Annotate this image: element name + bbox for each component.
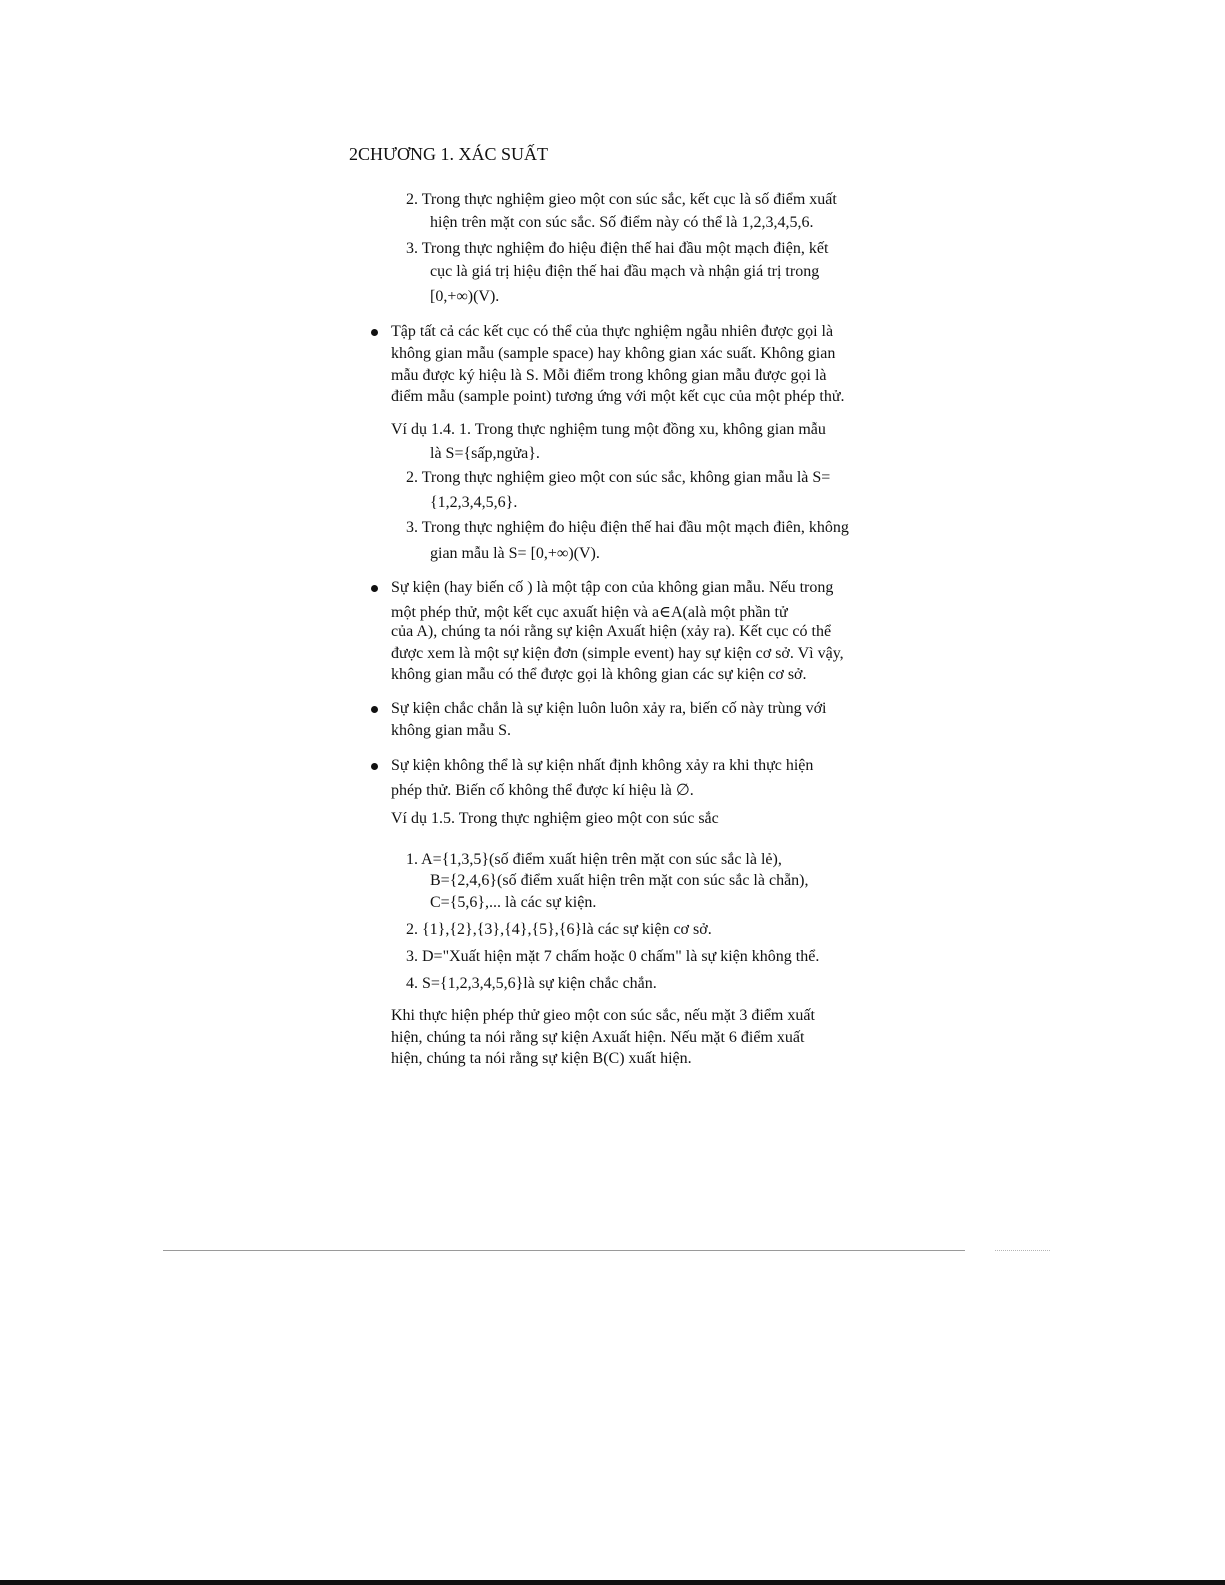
footer-divider — [163, 1250, 965, 1251]
paragraph-line: Sự kiện (hay biến cố ) là một tập con của không gian mẫu. Nếu trong — [391, 579, 834, 596]
paragraph-line: Khi thực hiện phép thử gieo một con súc sắc, nếu mặt 3 điểm xuất — [391, 1007, 815, 1024]
paragraph-line: được xem là một sự kiện đơn (simple event) hay sự kiện cơ sở. Vì vậy, — [391, 645, 844, 662]
example-heading: Ví dụ 1.5. Trong thực nghiệm gieo một con súc sắc — [391, 810, 719, 827]
list-item-text: gian mẫu là S= [0,+∞)(V). — [430, 545, 600, 562]
paragraph-line: hiện, chúng ta nói rằng sự kiện B(C) xuất hiện. — [391, 1050, 692, 1067]
list-item-text: 2. Trong thực nghiệm gieo một con súc sắc, không gian mẫu là S= — [406, 469, 831, 486]
paragraph-line: mẫu được ký hiệu là S. Mỗi điểm trong không gian mẫu được gọi là — [391, 367, 827, 384]
list-item-text: C={5,6},... là các sự kiện. — [430, 894, 597, 911]
list-item-text: 4. S={1,2,3,4,5,6}là sự kiện chắc chắn. — [406, 975, 657, 992]
bullet-icon — [371, 585, 378, 592]
paragraph-line: phép thử. Biến cố không thể được kí hiệu là ∅. — [391, 782, 694, 799]
list-item-text: 1. A={1,3,5}(số điểm xuất hiện trên mặt con súc sắc là lẻ), — [406, 851, 782, 868]
paragraph-line: của A), chúng ta nói rằng sự kiện Axuất hiện (xảy ra). Kết cục có thể — [391, 623, 832, 640]
paragraph-line: hiện, chúng ta nói rằng sự kiện Axuất hiện. Nếu mặt 6 điểm xuất — [391, 1029, 805, 1046]
list-item-text: [0,+∞)(V). — [430, 288, 500, 305]
list-item-text: 3. Trong thực nghiệm đo hiệu điện thế hai đầu một mạch điên, không — [406, 519, 849, 536]
paragraph-line: điểm mẫu (sample point) tương ứng với một kết cục của một phép thử. — [391, 388, 845, 405]
list-item-text: 3. Trong thực nghiệm đo hiệu điện thế hai đầu một mạch điện, kết — [406, 240, 829, 257]
list-item-text: là S={sấp,ngửa}. — [430, 445, 540, 462]
paragraph-line: không gian mẫu có thể được gọi là không gian các sự kiện cơ sở. — [391, 666, 807, 683]
page-header-chapter-title: 2CHƯƠNG 1. XÁC SUẤT — [349, 144, 548, 164]
bullet-icon — [371, 763, 378, 770]
list-item-text: {1,2,3,4,5,6}. — [430, 494, 518, 511]
bullet-icon — [371, 329, 378, 336]
list-item-text: 2. {1},{2},{3},{4},{5},{6}là các sự kiện cơ sở. — [406, 921, 712, 938]
footer-divider-fragment — [995, 1250, 1050, 1251]
paragraph-line: không gian mẫu S. — [391, 722, 511, 739]
paragraph-line: Tập tất cả các kết cục có thể của thực nghiệm ngẫu nhiên được gọi là — [391, 323, 834, 340]
list-item-text: 2. Trong thực nghiệm gieo một con súc sắc, kết cục là số điểm xuất — [406, 191, 837, 208]
list-item-text: cục là giá trị hiệu điện thế hai đầu mạch và nhận giá trị trong — [430, 263, 820, 280]
paragraph-line: Sự kiện chắc chắn là sự kiện luôn luôn xảy ra, biến cố này trùng với — [391, 700, 827, 717]
list-item-text: 3. D="Xuất hiện mặt 7 chấm hoặc 0 chấm" là sự kiện không thể. — [406, 948, 820, 965]
list-item-text: hiện trên mặt con súc sắc. Số điểm này có thể là 1,2,3,4,5,6. — [430, 214, 814, 231]
bullet-icon — [371, 706, 378, 713]
example-heading: Ví dụ 1.4. 1. Trong thực nghiệm tung một đồng xu, không gian mẫu — [391, 421, 826, 438]
paragraph-line: Sự kiện không thể là sự kiện nhất định không xảy ra khi thực hiện — [391, 757, 814, 774]
paragraph-line: không gian mẫu (sample space) hay không gian xác suất. Không gian — [391, 345, 836, 362]
paragraph-line: một phép thử, một kết cục axuất hiện và a∈A(alà một phần tử — [391, 604, 788, 621]
page-bottom-edge — [0, 1580, 1225, 1585]
list-item-text: B={2,4,6}(số điểm xuất hiện trên mặt con súc sắc là chẵn), — [430, 872, 809, 889]
